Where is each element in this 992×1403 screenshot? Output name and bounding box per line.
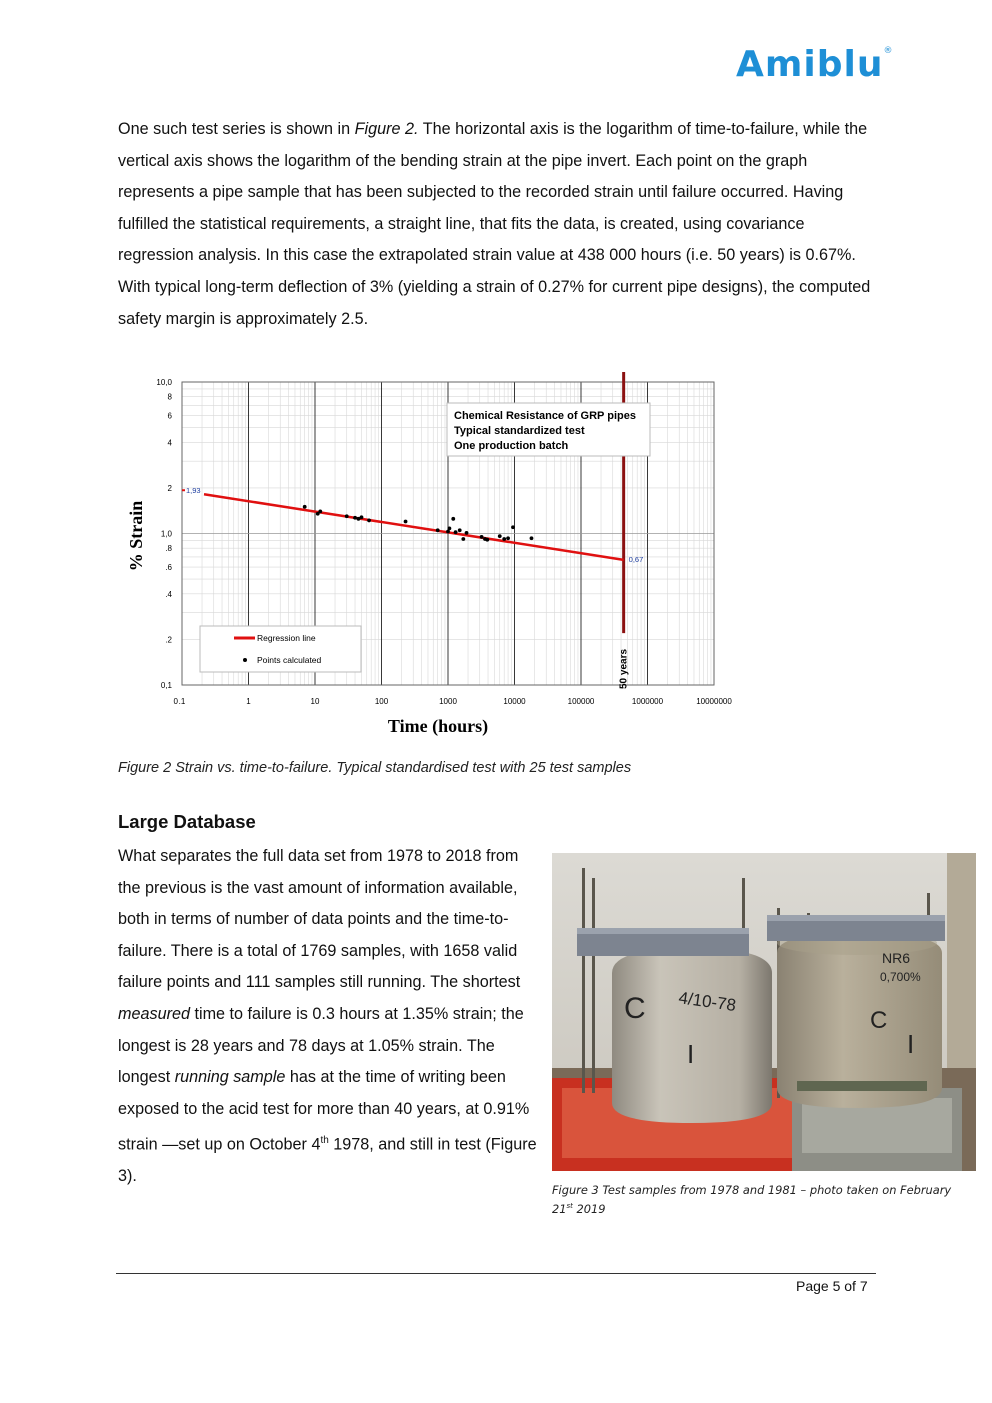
figure-3-caption: Figure 3 Test samples from 1978 and 1981 – photo taken on February 21st 2019 [552,1183,952,1216]
chart-title-box [447,403,650,456]
chart-title-line-1: Chemical Resistance of GRP pipes [454,410,636,422]
data-point [502,537,506,541]
data-points [303,505,534,542]
y-tick-label: 2 [167,483,172,493]
photo-mark-strain: 0,700% [880,970,921,984]
legend-point-swatch [243,658,247,662]
intro-paragraph: One such test series is shown in Figure 2. The horizontal axis is the logarithm of time-to-failure, while the vertical axis shows the logarithm of the bending strain at the pipe invert. Each point on the graph represents a pipe sample that has been subjected to the recorded strain until failure occurred. Having fulfilled the statistical requirements, a straight line, that fits the data, is created, using covariance regression analysis. In this case the extrapolated strain value at 438 000 hours (i.e. 50 years) is 0.67%. With typical long-term deflection of 3% (yielding a strain of 0.27% for current pipe designs), the computed safety margin is approximately 2.5. [118,120,871,328]
data-point [318,509,322,513]
photo-mark-date-left: 4/10-78 [677,988,738,1015]
data-point [303,505,307,509]
data-point [511,525,515,529]
data-point [448,527,452,531]
strain-time-chart [118,370,758,740]
y-tick-label: 0,1 [160,681,172,690]
page-number: Page 5 of 7 [796,1278,868,1294]
y-tick-label: 4 [167,438,172,448]
data-point [480,535,484,539]
test-samples-photo [552,853,976,1171]
y-tick-label: 10,0 [156,378,172,387]
data-point [530,536,534,540]
x-tick-label: 100000 [567,697,595,706]
data-point [360,515,364,519]
x-tick-label: 10000000 [696,697,732,706]
x-origin-label: 0 [173,697,178,706]
data-point [506,536,510,540]
chart-title-line-2: Typical standardized test [454,425,585,437]
y-tick-label: .4 [165,589,172,599]
data-point [367,519,371,523]
section-heading-large-database: Large Database [118,811,256,832]
legend-regression-label: Regression line [257,633,316,643]
amiblu-logo: Amiblu ® [736,44,894,85]
regression-end-label: 0,67 [628,554,644,564]
x-tick-label: .1 [178,697,186,706]
x-tick-label: 1000 [439,697,457,706]
y-tick-label: .8 [165,544,172,554]
chart-xlabel: Time (hours) [387,716,489,736]
y-tick-label: .6 [165,563,172,573]
photo-mark-nr6: NR6 [882,950,911,966]
data-point [404,520,408,524]
fifty-years-label: 50 years [618,648,630,689]
y-tick-label: .2 [165,635,172,645]
photo-mark-i-left: I [687,1039,695,1069]
database-paragraph: What separates the full data set from 1978 to 2018 from the previous is the vast amount of information available, both in terms of number of data points and the time-to-failure. There is a total of 1769 samples, with 1658 valid failure points and 111 samples still running. The shortest measured time to failure is 0.3 hours at 1.35% strain; the longest is 28 years and 78 days at 1.05% strain. The longest running sample has at the time of writing been exposed to the acid test for more than 40 years, at 0.91% strain —set up on October 4th 1978, and still in test (Figure 3). [118,847,537,1186]
x-tick-label: 10000 [503,697,526,706]
y-tick-label: 1,0 [160,529,172,539]
data-point [498,534,502,538]
chart-legend [200,626,361,672]
data-point [465,531,469,535]
x-tick-label: 1000000 [631,697,664,706]
data-point [353,516,357,520]
footer-divider [116,1273,876,1274]
figure-2-caption: Figure 2 Strain vs. time-to-failure. Typical standardised test with 25 test samples [118,760,632,776]
x-tick-label: 10 [310,697,320,706]
data-point [436,528,440,532]
chart-ylabel: % Strain [126,500,146,572]
photo-mark-c-right: C [870,1007,888,1034]
photo-mark-i-right: I [907,1029,915,1059]
legend-points-label: Points calculated [257,655,322,665]
x-tick-label: 1 [246,697,251,706]
data-point [458,528,462,532]
photo-mark-c-left: C [624,992,646,1025]
regression-start-label: 1,93 [186,486,201,496]
data-point [451,517,455,521]
x-tick-label: 100 [374,697,389,706]
y-tick-label: 6 [167,411,172,421]
chart-svg [118,370,758,740]
y-tick-label: 8 [167,392,172,402]
chart-title-line-3: One production batch [454,440,569,452]
data-point [485,538,489,542]
data-point [454,530,458,534]
data-point [461,537,465,541]
data-point [345,514,349,518]
